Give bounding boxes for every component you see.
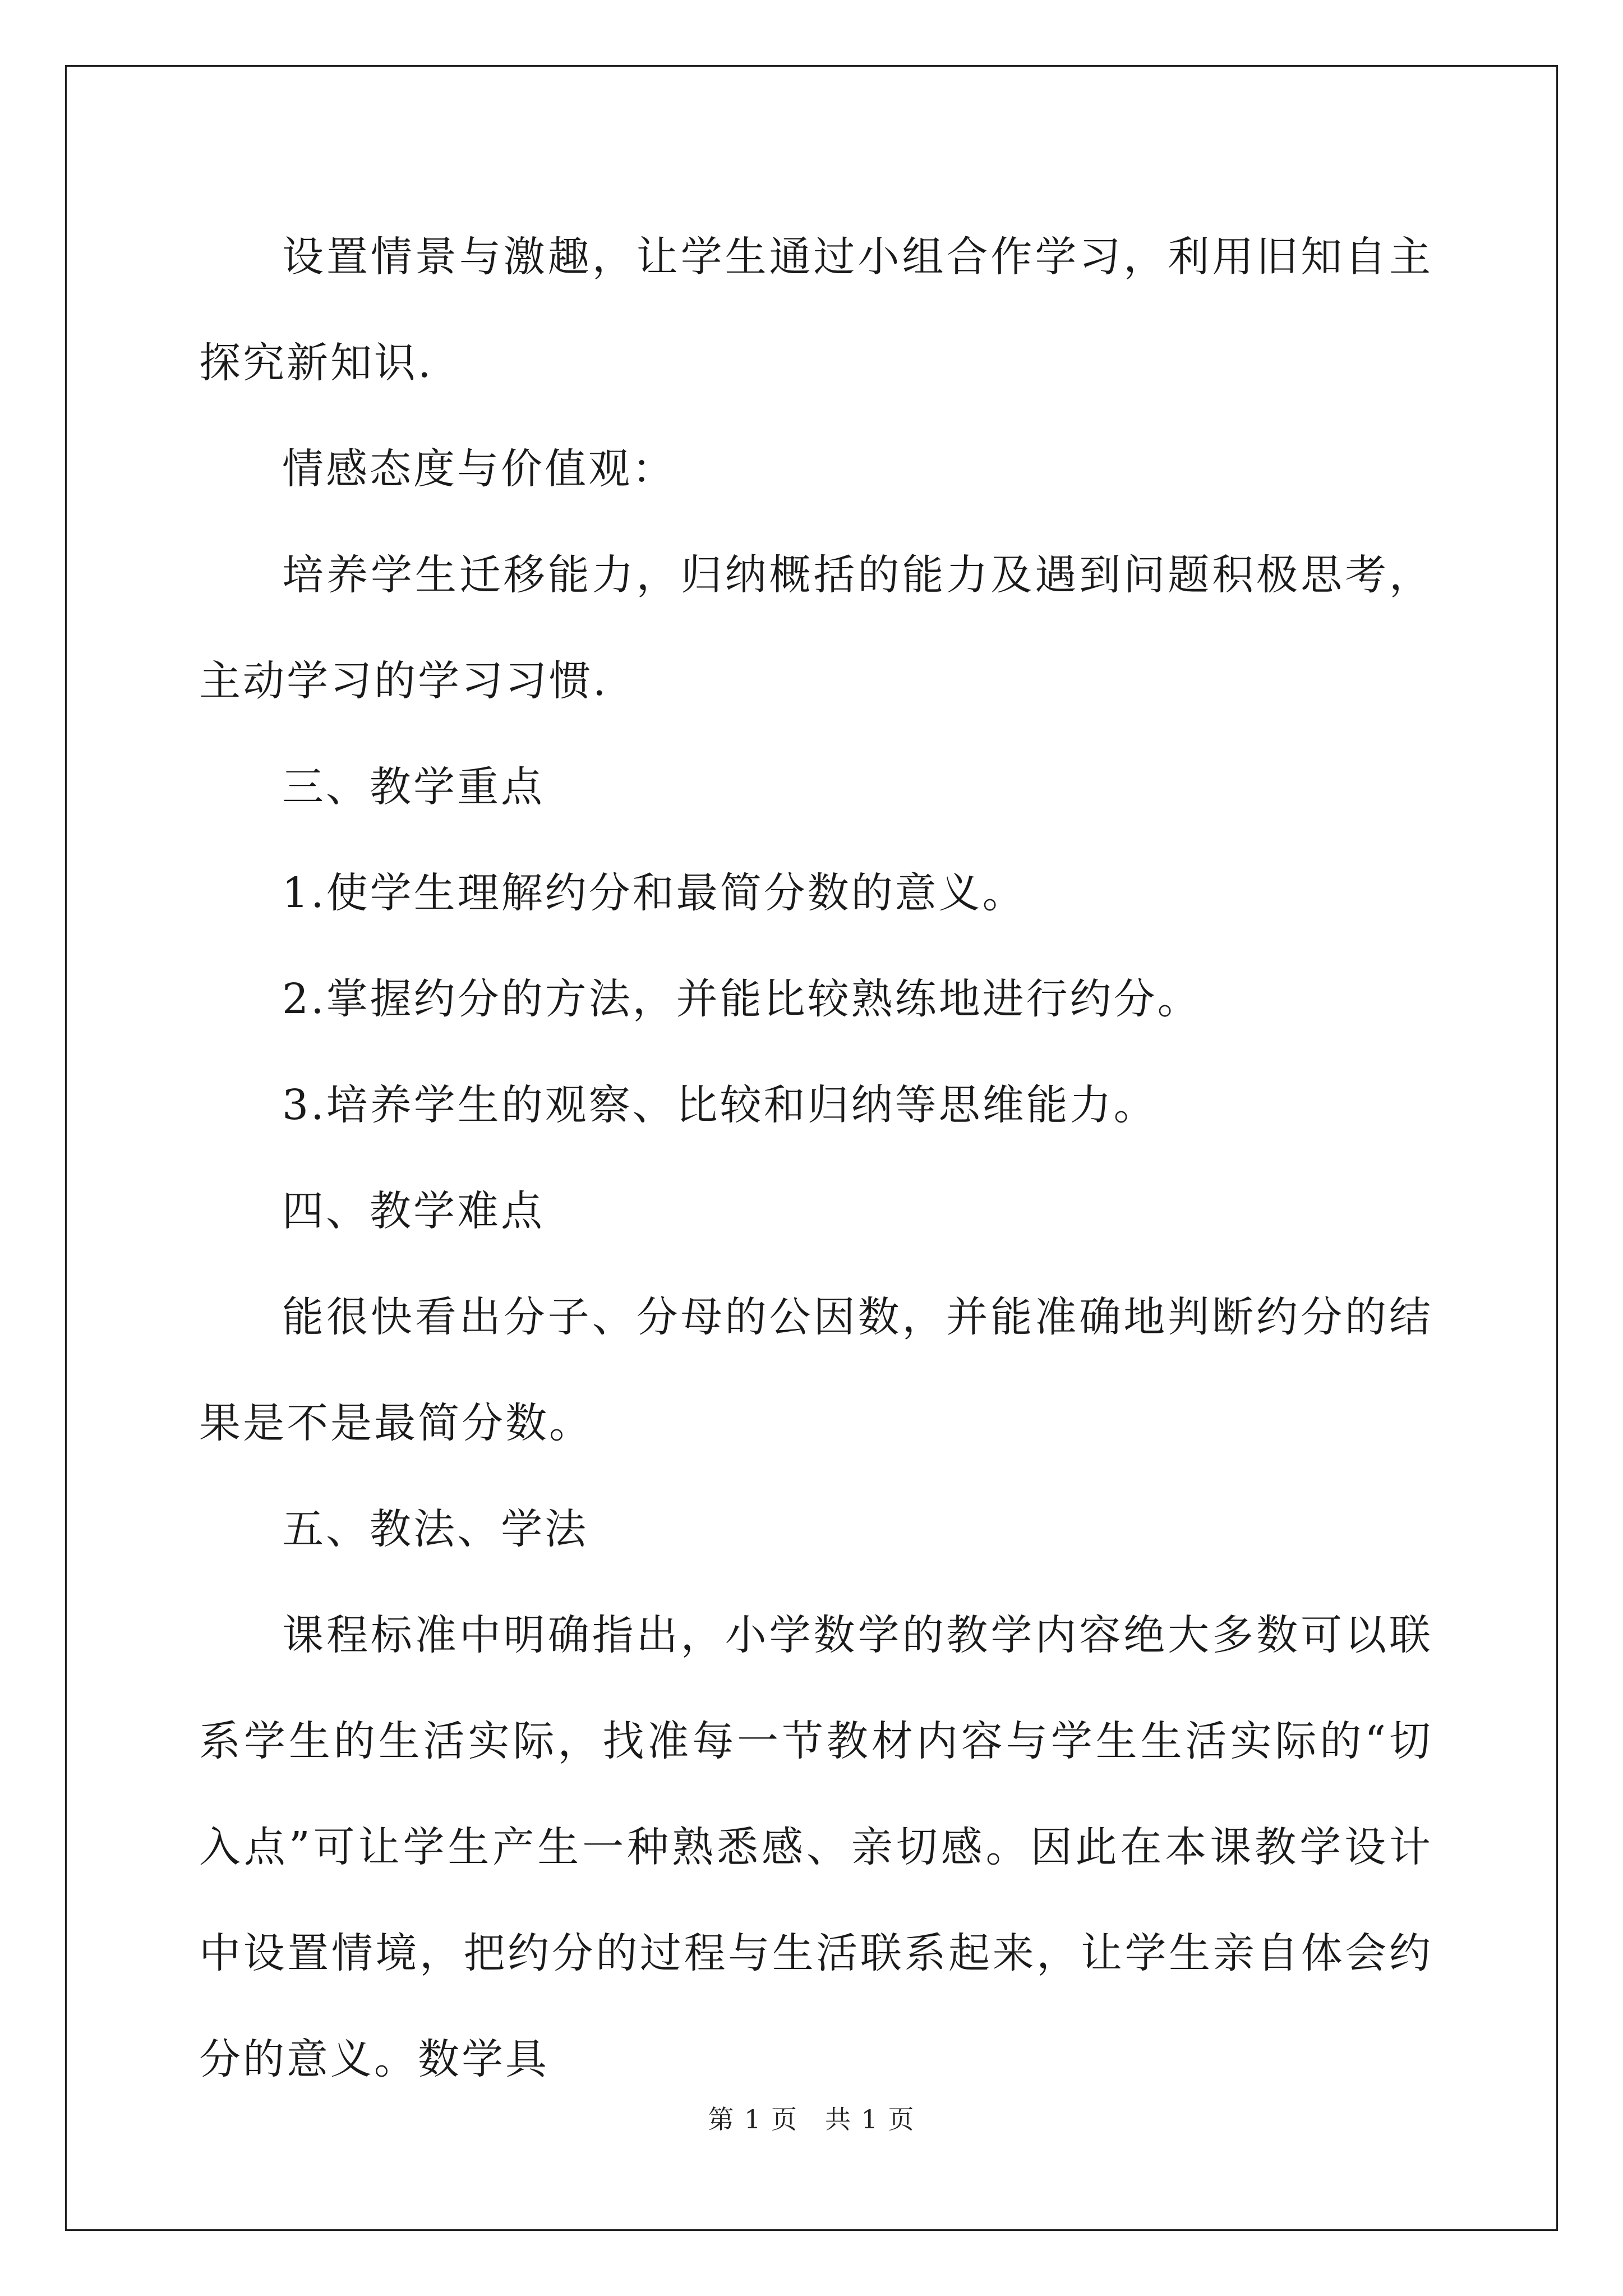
paragraph-difficulty: 能很快看出分子、分母的公因数，并能准确地判断约分的结果是不是最简分数。 bbox=[199, 1293, 1433, 1447]
paragraph-emotion-goal: 培养学生迁移能力，归纳概括的能力及遇到问题积极思考，主动学习的学习习惯. bbox=[199, 551, 1433, 705]
heading-difficulties: 四、教学难点 bbox=[282, 1187, 545, 1235]
heading-key-points: 三、教学重点 bbox=[282, 763, 545, 811]
page-number-footer: 第 1 页 共 1 页 bbox=[708, 2104, 915, 2134]
paragraph-emotion-heading: 情感态度与价值观： bbox=[282, 445, 676, 493]
key-point-1: 1.使学生理解约分和最简分数的意义。 bbox=[282, 869, 1026, 917]
paragraph-methods: 课程标准中明确指出，小学数学的教学内容绝大多数可以联系学生的生活实际，找准每一节教材内容与学生生活实际的“切入点”可让学生产生一种熟悉感、亲切感。因此在本课教学设计中设置情境，把约分的过程与生活联系起来，让学生亲自体会约分的意义。数学具 bbox=[199, 1611, 1433, 2083]
paragraph-exploration: 设置情景与激趣，让学生通过小组合作学习，利用旧知自主探究新知识. bbox=[199, 233, 1433, 387]
heading-methods: 五、教法、学法 bbox=[282, 1505, 588, 1553]
document-body bbox=[199, 204, 1433, 2113]
key-point-2: 2.掌握约分的方法，并能比较熟练地进行约分。 bbox=[282, 975, 1201, 1023]
key-point-3: 3.培养学生的观察、比较和归纳等思维能力。 bbox=[282, 1081, 1158, 1129]
